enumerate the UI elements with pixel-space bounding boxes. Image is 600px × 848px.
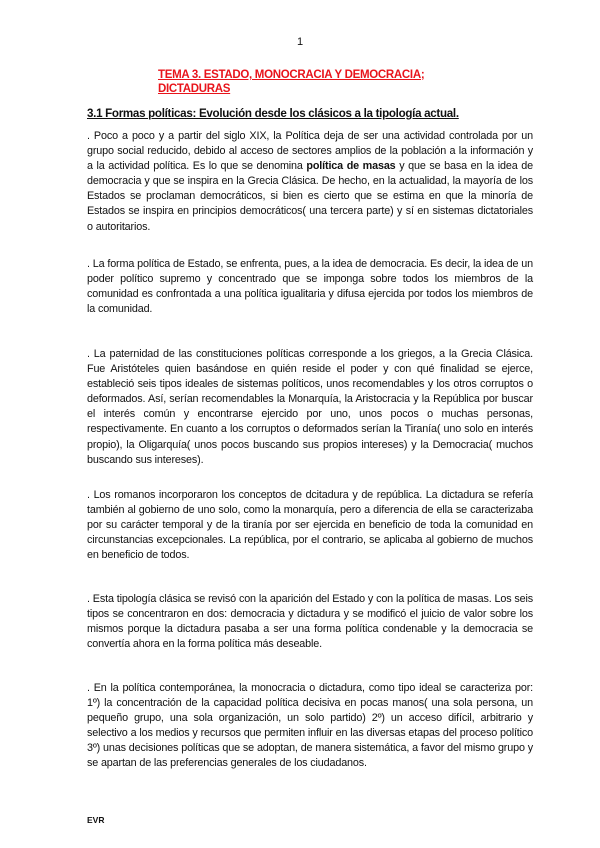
paragraph-greek-constitutions: . La paternidad de las constituciones políticas corresponde a los griegos, a la Grecia Clásica. Fue Aristóteles quien basándose en quién reside el poder y con qué finalidad se ejerce, estableció seis tipos ideales de sistemas políticos, unos recomendables y los otros corruptos o deformados. Así, serían recomendables la Monarquía, la Aristocracia y la República por buscar el interés común y encontrarse ejercido por uno, unos pocos o muchas personas, respectivamente. En cuanto a los corruptos o deformados serían la Tiranía( uno solo en interés propio), la Oligarquía( unos pocos buscando sus propios intereses) y la Democracia( muchos buscando sus intereses). xyxy=(87,348,533,466)
footer-initials: EVR xyxy=(87,815,105,825)
paragraph-state-vs-democracy: . La forma política de Estado, se enfrenta, pues, a la idea de democracia. Es decir, la idea de un poder político supremo y concentrado que se imponga sobre todos los miembros de la comunidad es confrontada a una política igualitaria y difusa ejercida por todos los miembros de la comunidad. xyxy=(87,258,533,316)
page-number: 1 xyxy=(296,36,304,48)
bold-term: política de masas xyxy=(306,160,396,173)
paragraph-contemporary-monocracy: . En la política contemporánea, la monocracia o dictadura, como tipo ideal se caracteriza por: 1º) la concentración de la capacidad política decisiva en pocas manos( una sola persona, un pequeño grupo, una sola organización, un solo partido) 2º) un acceso difícil, arbitrario y selectivo a los medios y recursos que permiten influir en las diversas etapas del proceso político 3º) unas decisiones políticas que se adoptan, de manera sistemática, a favor del mismo grupo y se apartan de las preferencias generales de los ciudadanos. xyxy=(87,682,533,770)
chapter-title: TEMA 3. ESTADO, MONOCRACIA Y DEMOCRACIA; DICTADURAS xyxy=(158,69,425,95)
paragraph-mass-politics xyxy=(87,129,533,235)
paragraph-text: . Poco a poco y a partir del siglo XIX, la Política deja de ser una actividad controlada por un grupo social reducido, debido al acceso de sectores amplios de la población a la información y a la actividad política. Es lo que se denomina xyxy=(87,130,533,173)
section-heading: 3.1 Formas políticas: Evolución desde los clásicos a la tipología actual. xyxy=(87,107,459,120)
paragraph-text: y que se basa en la idea de democracia y que se inspira en la Grecia Clásica. De hecho, en la actualidad, la mayoría de los Estados se proclaman democráticos, si bien es cierto que se estima en que la minoría de Estados se inspira en principios democráticos( una tercera parte) y sí en sistemas dictatoriales o autoritarios. xyxy=(87,160,533,233)
paragraph-roman-concepts: . Los romanos incorporaron los conceptos de dcitadura y de república. La dictadura se refería también al gobierno de uno solo, como la monarquía, pero a diferencia de ella se caracterizaba por su carácter temporal y de la tiranía por ser ejercida en beneficio de toda la comunidad en circunstancias excepcionales. La república, por el contrario, se aplicaba al gobierno de muchos en beneficio de todos. xyxy=(87,489,533,562)
paragraph-typology-revision: . Esta tipología clásica se revisó con la aparición del Estado y con la política de masas. Los seis tipos se concentraron en dos: democracia y dictadura y se modificó el juicio de valor sobre los mismos porque la dictadura pasaba a ser una forma política condenable y la democracia se convertía ahora en la forma política más deseable. xyxy=(87,593,533,651)
